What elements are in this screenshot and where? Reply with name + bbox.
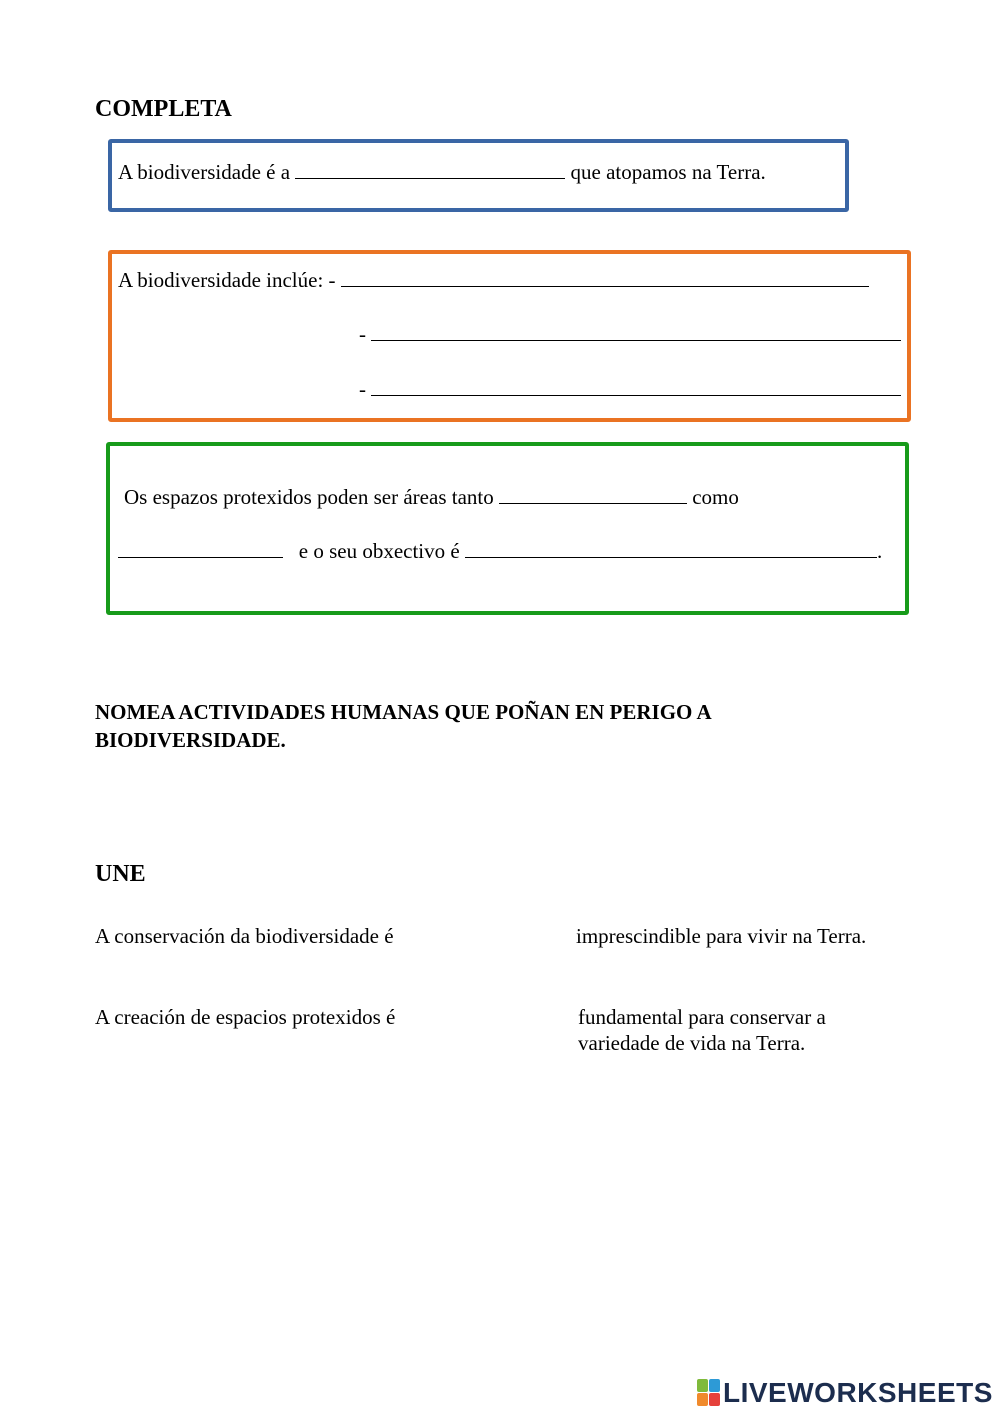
match-left-2[interactable]: A creación de espacios protexidos é	[95, 1005, 396, 1029]
protected-period: .	[876, 539, 883, 563]
protected-blank-1[interactable]	[499, 483, 687, 504]
protected-line-1	[124, 483, 739, 510]
match-right-2-line-1: fundamental para conservar a	[578, 1005, 826, 1029]
definition-after: que atopamos na Terra.	[570, 160, 766, 184]
protected-line-2	[118, 537, 882, 564]
includes-blank-2[interactable]	[371, 320, 901, 341]
definition-line	[118, 158, 766, 185]
protected-blank-2[interactable]	[118, 537, 283, 558]
includes-blank-1[interactable]	[341, 266, 869, 287]
match-right-2-line-2: variedade de vida na Terra.	[578, 1031, 806, 1055]
protected-middle: e o seu obxectivo é	[298, 539, 460, 563]
definition-before: A biodiversidade é a	[118, 160, 291, 184]
includes-blank-3[interactable]	[371, 375, 901, 396]
liveworksheets-logo-icon	[697, 1379, 721, 1407]
includes-line-3	[359, 375, 901, 402]
heading-nomea: NOMEA ACTIVIDADES HUMANAS QUE POÑAN EN PERIGO A BIODIVERSIDADE.	[95, 700, 711, 752]
fill-box-protected-areas	[106, 442, 909, 615]
protected-blank-3[interactable]	[465, 537, 877, 558]
protected-como: como	[692, 485, 739, 509]
protected-before: Os espazos protexidos poden ser áreas tanto	[124, 485, 494, 509]
definition-blank[interactable]	[295, 158, 565, 179]
dash: -	[359, 322, 366, 346]
includes-line-2	[359, 320, 901, 347]
heading-completa: COMPLETA	[95, 96, 232, 122]
liveworksheets-brand: LIVEWORKSHEETS	[723, 1377, 993, 1408]
includes-line-1	[118, 266, 869, 293]
includes-label: A biodiversidade inclúe:	[118, 268, 324, 292]
match-right-2[interactable]	[578, 1004, 826, 1056]
dash: -	[359, 377, 366, 401]
liveworksheets-logo	[697, 1376, 993, 1410]
match-left-1[interactable]: A conservación da biodiversidade é	[95, 924, 394, 948]
match-right-1[interactable]: imprescindible para vivir na Terra.	[576, 924, 867, 948]
heading-une: UNE	[95, 861, 146, 887]
dash: -	[328, 268, 336, 292]
